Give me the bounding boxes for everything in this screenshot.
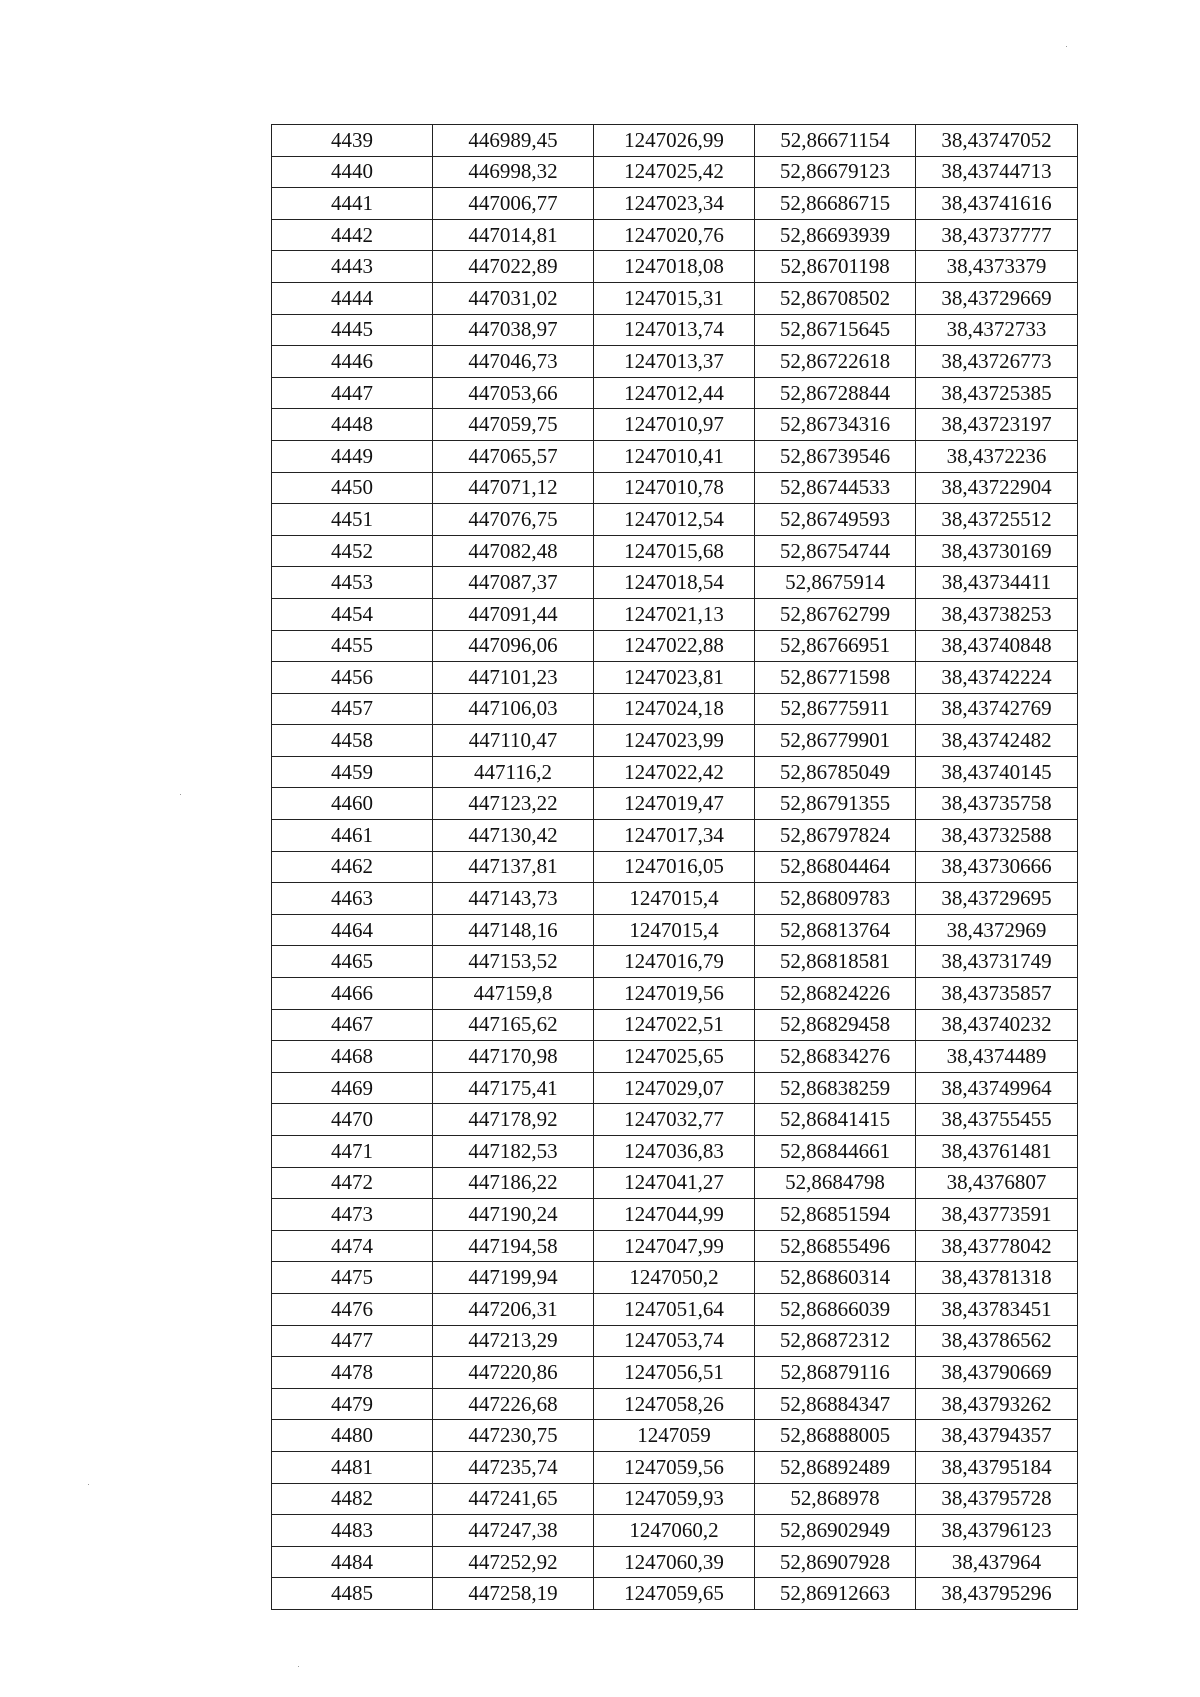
y-coordinate-cell: 1247022,88: [594, 630, 755, 662]
y-coordinate-cell: 1247015,4: [594, 914, 755, 946]
y-coordinate-cell: 1247060,39: [594, 1546, 755, 1578]
longitude-cell: 38,43722904: [916, 472, 1078, 504]
table-row: [272, 1388, 1078, 1420]
point-number-cell: 4458: [272, 725, 433, 757]
point-number-cell: 4450: [272, 472, 433, 504]
x-coordinate-cell: 447059,75: [433, 409, 594, 441]
x-coordinate-cell: 446989,45: [433, 125, 594, 157]
latitude-cell: 52,86797824: [755, 820, 916, 852]
table-row: [272, 946, 1078, 978]
x-coordinate-cell: 447182,53: [433, 1136, 594, 1168]
point-number-cell: 4451: [272, 504, 433, 536]
table-row: [272, 1451, 1078, 1483]
x-coordinate-cell: 447148,16: [433, 914, 594, 946]
x-coordinate-cell: 447130,42: [433, 820, 594, 852]
x-coordinate-cell: 447096,06: [433, 630, 594, 662]
point-number-cell: 4454: [272, 598, 433, 630]
longitude-cell: 38,43747052: [916, 125, 1078, 157]
y-coordinate-cell: 1247058,26: [594, 1388, 755, 1420]
table-row: [272, 472, 1078, 504]
point-number-cell: 4472: [272, 1167, 433, 1199]
latitude-cell: 52,8684798: [755, 1167, 916, 1199]
point-number-cell: 4443: [272, 251, 433, 283]
y-coordinate-cell: 1247022,51: [594, 1009, 755, 1041]
table-row: [272, 1167, 1078, 1199]
longitude-cell: 38,4372969: [916, 914, 1078, 946]
longitude-cell: 38,43732588: [916, 820, 1078, 852]
x-coordinate-cell: 447014,81: [433, 219, 594, 251]
y-coordinate-cell: 1247053,74: [594, 1325, 755, 1357]
point-number-cell: 4469: [272, 1072, 433, 1104]
point-number-cell: 4480: [272, 1420, 433, 1452]
table-row: [272, 1104, 1078, 1136]
y-coordinate-cell: 1247050,2: [594, 1262, 755, 1294]
latitude-cell: 52,86860314: [755, 1262, 916, 1294]
x-coordinate-cell: 447082,48: [433, 535, 594, 567]
table-row: [272, 1515, 1078, 1547]
y-coordinate-cell: 1247012,44: [594, 377, 755, 409]
latitude-cell: 52,86902949: [755, 1515, 916, 1547]
point-number-cell: 4452: [272, 535, 433, 567]
latitude-cell: 52,86818581: [755, 946, 916, 978]
longitude-cell: 38,43796123: [916, 1515, 1078, 1547]
point-number-cell: 4479: [272, 1388, 433, 1420]
latitude-cell: 52,86844661: [755, 1136, 916, 1168]
latitude-cell: 52,86872312: [755, 1325, 916, 1357]
table-row: [272, 1546, 1078, 1578]
x-coordinate-cell: 447220,86: [433, 1357, 594, 1389]
y-coordinate-cell: 1247056,51: [594, 1357, 755, 1389]
point-number-cell: 4471: [272, 1136, 433, 1168]
coordinates-table: [271, 124, 1078, 1610]
table-row: [272, 567, 1078, 599]
x-coordinate-cell: 447206,31: [433, 1293, 594, 1325]
latitude-cell: 52,86722618: [755, 346, 916, 378]
point-number-cell: 4446: [272, 346, 433, 378]
y-coordinate-cell: 1247021,13: [594, 598, 755, 630]
longitude-cell: 38,43790669: [916, 1357, 1078, 1389]
x-coordinate-cell: 447241,65: [433, 1483, 594, 1515]
latitude-cell: 52,86734316: [755, 409, 916, 441]
latitude-cell: 52,86739546: [755, 440, 916, 472]
latitude-cell: 52,86834276: [755, 1041, 916, 1073]
latitude-cell: 52,86838259: [755, 1072, 916, 1104]
table-row: [272, 282, 1078, 314]
table-row: [272, 820, 1078, 852]
y-coordinate-cell: 1247013,74: [594, 314, 755, 346]
latitude-cell: 52,86708502: [755, 282, 916, 314]
latitude-cell: 52,86775911: [755, 693, 916, 725]
y-coordinate-cell: 1247010,78: [594, 472, 755, 504]
table-row: [272, 1230, 1078, 1262]
y-coordinate-cell: 1247010,41: [594, 440, 755, 472]
y-coordinate-cell: 1247047,99: [594, 1230, 755, 1262]
longitude-cell: 38,43735857: [916, 978, 1078, 1010]
latitude-cell: 52,86884347: [755, 1388, 916, 1420]
x-coordinate-cell: 447006,77: [433, 188, 594, 220]
x-coordinate-cell: 447106,03: [433, 693, 594, 725]
latitude-cell: 52,86771598: [755, 662, 916, 694]
longitude-cell: 38,43726773: [916, 346, 1078, 378]
latitude-cell: 52,86701198: [755, 251, 916, 283]
table-row: [272, 188, 1078, 220]
latitude-cell: 52,86766951: [755, 630, 916, 662]
y-coordinate-cell: 1247017,34: [594, 820, 755, 852]
table-row: [272, 1357, 1078, 1389]
scan-speck: [1066, 46, 1067, 47]
y-coordinate-cell: 1247023,81: [594, 662, 755, 694]
x-coordinate-cell: 447247,38: [433, 1515, 594, 1547]
y-coordinate-cell: 1247025,42: [594, 156, 755, 188]
latitude-cell: 52,86809783: [755, 883, 916, 915]
x-coordinate-cell: 447230,75: [433, 1420, 594, 1452]
scan-speck: [88, 1484, 89, 1485]
table-row: [272, 598, 1078, 630]
point-number-cell: 4456: [272, 662, 433, 694]
longitude-cell: 38,43755455: [916, 1104, 1078, 1136]
table-row: [272, 1136, 1078, 1168]
table-row: [272, 1072, 1078, 1104]
longitude-cell: 38,43783451: [916, 1293, 1078, 1325]
point-number-cell: 4484: [272, 1546, 433, 1578]
latitude-cell: 52,86754744: [755, 535, 916, 567]
table-row: [272, 788, 1078, 820]
x-coordinate-cell: 447194,58: [433, 1230, 594, 1262]
table-row: [272, 346, 1078, 378]
table-row: [272, 630, 1078, 662]
longitude-cell: 38,43778042: [916, 1230, 1078, 1262]
latitude-cell: 52,86749593: [755, 504, 916, 536]
x-coordinate-cell: 447235,74: [433, 1451, 594, 1483]
point-number-cell: 4463: [272, 883, 433, 915]
x-coordinate-cell: 446998,32: [433, 156, 594, 188]
table-row: [272, 978, 1078, 1010]
longitude-cell: 38,43730169: [916, 535, 1078, 567]
longitude-cell: 38,43773591: [916, 1199, 1078, 1231]
y-coordinate-cell: 1247022,42: [594, 756, 755, 788]
longitude-cell: 38,43729695: [916, 883, 1078, 915]
longitude-cell: 38,43737777: [916, 219, 1078, 251]
longitude-cell: 38,43749964: [916, 1072, 1078, 1104]
point-number-cell: 4453: [272, 567, 433, 599]
x-coordinate-cell: 447137,81: [433, 851, 594, 883]
longitude-cell: 38,43729669: [916, 282, 1078, 314]
y-coordinate-cell: 1247036,83: [594, 1136, 755, 1168]
x-coordinate-cell: 447110,47: [433, 725, 594, 757]
y-coordinate-cell: 1247010,97: [594, 409, 755, 441]
point-number-cell: 4482: [272, 1483, 433, 1515]
longitude-cell: 38,43740232: [916, 1009, 1078, 1041]
x-coordinate-cell: 447076,75: [433, 504, 594, 536]
longitude-cell: 38,43741616: [916, 188, 1078, 220]
x-coordinate-cell: 447165,62: [433, 1009, 594, 1041]
point-number-cell: 4462: [272, 851, 433, 883]
x-coordinate-cell: 447087,37: [433, 567, 594, 599]
x-coordinate-cell: 447199,94: [433, 1262, 594, 1294]
longitude-cell: 38,43781318: [916, 1262, 1078, 1294]
point-number-cell: 4475: [272, 1262, 433, 1294]
latitude-cell: 52,86671154: [755, 125, 916, 157]
x-coordinate-cell: 447022,89: [433, 251, 594, 283]
table-row: [272, 219, 1078, 251]
point-number-cell: 4470: [272, 1104, 433, 1136]
x-coordinate-cell: 447258,19: [433, 1578, 594, 1610]
point-number-cell: 4468: [272, 1041, 433, 1073]
latitude-cell: 52,86785049: [755, 756, 916, 788]
latitude-cell: 52,86824226: [755, 978, 916, 1010]
latitude-cell: 52,86804464: [755, 851, 916, 883]
x-coordinate-cell: 447213,29: [433, 1325, 594, 1357]
x-coordinate-cell: 447226,68: [433, 1388, 594, 1420]
latitude-cell: 52,86715645: [755, 314, 916, 346]
latitude-cell: 52,868978: [755, 1483, 916, 1515]
y-coordinate-cell: 1247024,18: [594, 693, 755, 725]
table-row: [272, 693, 1078, 725]
longitude-cell: 38,43725385: [916, 377, 1078, 409]
longitude-cell: 38,43738253: [916, 598, 1078, 630]
latitude-cell: 52,86791355: [755, 788, 916, 820]
point-number-cell: 4449: [272, 440, 433, 472]
x-coordinate-cell: 447065,57: [433, 440, 594, 472]
table-row: [272, 725, 1078, 757]
point-number-cell: 4476: [272, 1293, 433, 1325]
point-number-cell: 4478: [272, 1357, 433, 1389]
table-row: [272, 440, 1078, 472]
y-coordinate-cell: 1247023,34: [594, 188, 755, 220]
table-row: [272, 1578, 1078, 1610]
longitude-cell: 38,43740848: [916, 630, 1078, 662]
point-number-cell: 4447: [272, 377, 433, 409]
table-row: [272, 535, 1078, 567]
y-coordinate-cell: 1247016,79: [594, 946, 755, 978]
scan-speck: [298, 1666, 299, 1667]
point-number-cell: 4461: [272, 820, 433, 852]
y-coordinate-cell: 1247041,27: [594, 1167, 755, 1199]
longitude-cell: 38,43794357: [916, 1420, 1078, 1452]
y-coordinate-cell: 1247013,37: [594, 346, 755, 378]
point-number-cell: 4467: [272, 1009, 433, 1041]
x-coordinate-cell: 447190,24: [433, 1199, 594, 1231]
x-coordinate-cell: 447046,73: [433, 346, 594, 378]
table-row: [272, 1199, 1078, 1231]
table-row: [272, 756, 1078, 788]
x-coordinate-cell: 447091,44: [433, 598, 594, 630]
y-coordinate-cell: 1247051,64: [594, 1293, 755, 1325]
y-coordinate-cell: 1247059,56: [594, 1451, 755, 1483]
table-row: [272, 409, 1078, 441]
x-coordinate-cell: 447038,97: [433, 314, 594, 346]
y-coordinate-cell: 1247015,4: [594, 883, 755, 915]
latitude-cell: 52,86762799: [755, 598, 916, 630]
latitude-cell: 52,86879116: [755, 1357, 916, 1389]
latitude-cell: 52,86686715: [755, 188, 916, 220]
latitude-cell: 52,86912663: [755, 1578, 916, 1610]
latitude-cell: 52,86841415: [755, 1104, 916, 1136]
longitude-cell: 38,4372236: [916, 440, 1078, 472]
table-row: [272, 1262, 1078, 1294]
y-coordinate-cell: 1247026,99: [594, 125, 755, 157]
longitude-cell: 38,43793262: [916, 1388, 1078, 1420]
longitude-cell: 38,437964: [916, 1546, 1078, 1578]
point-number-cell: 4460: [272, 788, 433, 820]
point-number-cell: 4473: [272, 1199, 433, 1231]
x-coordinate-cell: 447175,41: [433, 1072, 594, 1104]
point-number-cell: 4441: [272, 188, 433, 220]
latitude-cell: 52,86813764: [755, 914, 916, 946]
longitude-cell: 38,4373379: [916, 251, 1078, 283]
y-coordinate-cell: 1247020,76: [594, 219, 755, 251]
longitude-cell: 38,43734411: [916, 567, 1078, 599]
x-coordinate-cell: 447252,92: [433, 1546, 594, 1578]
latitude-cell: 52,86679123: [755, 156, 916, 188]
latitude-cell: 52,86855496: [755, 1230, 916, 1262]
longitude-cell: 38,43795296: [916, 1578, 1078, 1610]
point-number-cell: 4445: [272, 314, 433, 346]
y-coordinate-cell: 1247016,05: [594, 851, 755, 883]
y-coordinate-cell: 1247060,2: [594, 1515, 755, 1547]
point-number-cell: 4444: [272, 282, 433, 314]
y-coordinate-cell: 1247059,65: [594, 1578, 755, 1610]
point-number-cell: 4457: [272, 693, 433, 725]
y-coordinate-cell: 1247059,93: [594, 1483, 755, 1515]
longitude-cell: 38,43761481: [916, 1136, 1078, 1168]
point-number-cell: 4459: [272, 756, 433, 788]
x-coordinate-cell: 447178,92: [433, 1104, 594, 1136]
latitude-cell: 52,8675914: [755, 567, 916, 599]
longitude-cell: 38,43723197: [916, 409, 1078, 441]
y-coordinate-cell: 1247019,47: [594, 788, 755, 820]
latitude-cell: 52,86779901: [755, 725, 916, 757]
x-coordinate-cell: 447101,23: [433, 662, 594, 694]
longitude-cell: 38,43725512: [916, 504, 1078, 536]
latitude-cell: 52,86744533: [755, 472, 916, 504]
longitude-cell: 38,43742224: [916, 662, 1078, 694]
longitude-cell: 38,4376807: [916, 1167, 1078, 1199]
y-coordinate-cell: 1247044,99: [594, 1199, 755, 1231]
x-coordinate-cell: 447123,22: [433, 788, 594, 820]
scan-speck: [180, 794, 181, 795]
latitude-cell: 52,86851594: [755, 1199, 916, 1231]
point-number-cell: 4440: [272, 156, 433, 188]
x-coordinate-cell: 447186,22: [433, 1167, 594, 1199]
table-row: [272, 125, 1078, 157]
longitude-cell: 38,43744713: [916, 156, 1078, 188]
table-row: [272, 1483, 1078, 1515]
y-coordinate-cell: 1247059: [594, 1420, 755, 1452]
x-coordinate-cell: 447031,02: [433, 282, 594, 314]
point-number-cell: 4464: [272, 914, 433, 946]
y-coordinate-cell: 1247018,54: [594, 567, 755, 599]
longitude-cell: 38,43731749: [916, 946, 1078, 978]
latitude-cell: 52,86907928: [755, 1546, 916, 1578]
longitude-cell: 38,43795728: [916, 1483, 1078, 1515]
point-number-cell: 4485: [272, 1578, 433, 1610]
longitude-cell: 38,43742769: [916, 693, 1078, 725]
longitude-cell: 38,43730666: [916, 851, 1078, 883]
point-number-cell: 4448: [272, 409, 433, 441]
table-row: [272, 1325, 1078, 1357]
latitude-cell: 52,86888005: [755, 1420, 916, 1452]
longitude-cell: 38,43735758: [916, 788, 1078, 820]
x-coordinate-cell: 447071,12: [433, 472, 594, 504]
table-row: [272, 914, 1078, 946]
y-coordinate-cell: 1247032,77: [594, 1104, 755, 1136]
longitude-cell: 38,43740145: [916, 756, 1078, 788]
latitude-cell: 52,86866039: [755, 1293, 916, 1325]
point-number-cell: 4455: [272, 630, 433, 662]
coordinates-table-body: [272, 125, 1078, 1610]
table-row: [272, 662, 1078, 694]
table-row: [272, 1009, 1078, 1041]
y-coordinate-cell: 1247025,65: [594, 1041, 755, 1073]
table-row: [272, 1293, 1078, 1325]
x-coordinate-cell: 447053,66: [433, 377, 594, 409]
latitude-cell: 52,86728844: [755, 377, 916, 409]
point-number-cell: 4477: [272, 1325, 433, 1357]
x-coordinate-cell: 447143,73: [433, 883, 594, 915]
table-row: [272, 156, 1078, 188]
point-number-cell: 4439: [272, 125, 433, 157]
table-row: [272, 251, 1078, 283]
latitude-cell: 52,86892489: [755, 1451, 916, 1483]
y-coordinate-cell: 1247015,31: [594, 282, 755, 314]
y-coordinate-cell: 1247019,56: [594, 978, 755, 1010]
point-number-cell: 4442: [272, 219, 433, 251]
latitude-cell: 52,86693939: [755, 219, 916, 251]
table-row: [272, 1420, 1078, 1452]
latitude-cell: 52,86829458: [755, 1009, 916, 1041]
longitude-cell: 38,4372733: [916, 314, 1078, 346]
point-number-cell: 4481: [272, 1451, 433, 1483]
point-number-cell: 4474: [272, 1230, 433, 1262]
longitude-cell: 38,43795184: [916, 1451, 1078, 1483]
table-row: [272, 504, 1078, 536]
x-coordinate-cell: 447159,8: [433, 978, 594, 1010]
x-coordinate-cell: 447170,98: [433, 1041, 594, 1073]
table-row: [272, 314, 1078, 346]
y-coordinate-cell: 1247029,07: [594, 1072, 755, 1104]
x-coordinate-cell: 447116,2: [433, 756, 594, 788]
point-number-cell: 4465: [272, 946, 433, 978]
y-coordinate-cell: 1247023,99: [594, 725, 755, 757]
point-number-cell: 4483: [272, 1515, 433, 1547]
table-row: [272, 1041, 1078, 1073]
longitude-cell: 38,43786562: [916, 1325, 1078, 1357]
y-coordinate-cell: 1247012,54: [594, 504, 755, 536]
x-coordinate-cell: 447153,52: [433, 946, 594, 978]
longitude-cell: 38,4374489: [916, 1041, 1078, 1073]
table-row: [272, 377, 1078, 409]
point-number-cell: 4466: [272, 978, 433, 1010]
y-coordinate-cell: 1247015,68: [594, 535, 755, 567]
y-coordinate-cell: 1247018,08: [594, 251, 755, 283]
longitude-cell: 38,43742482: [916, 725, 1078, 757]
table-row: [272, 883, 1078, 915]
table-row: [272, 851, 1078, 883]
